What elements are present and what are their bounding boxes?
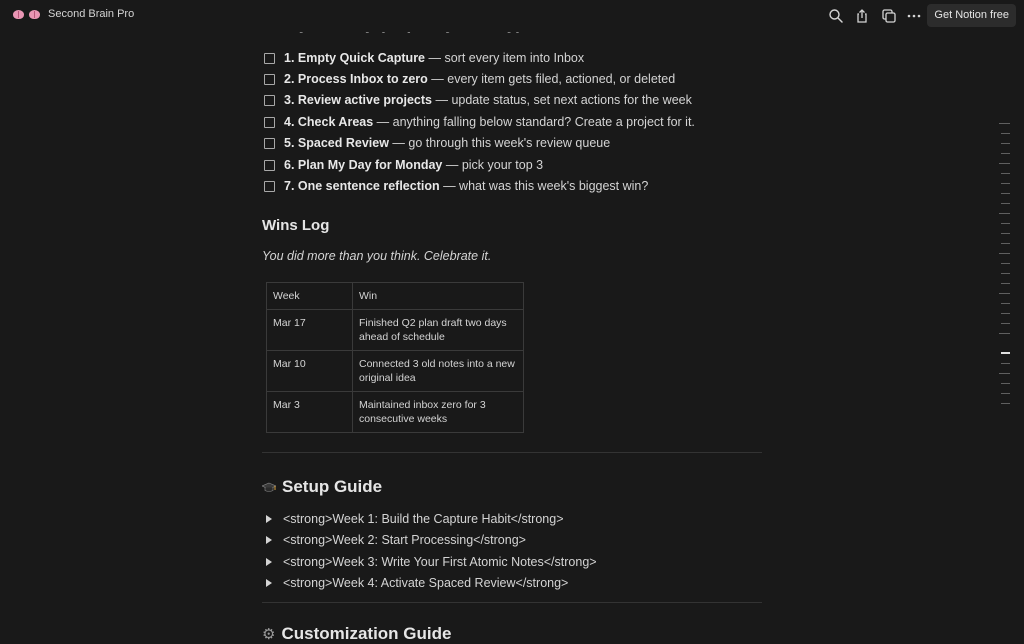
toc-line[interactable] — [999, 123, 1010, 124]
wins-log-subtitle: You did more than you think. Celebrate it. — [262, 249, 492, 263]
checkbox[interactable] — [264, 138, 275, 149]
toc-line[interactable] — [1001, 403, 1010, 404]
brain-icon — [13, 10, 24, 19]
toc-line[interactable] — [1001, 203, 1010, 204]
brain-icon — [29, 10, 40, 19]
toc-line[interactable] — [1001, 143, 1010, 144]
table-row — [267, 351, 524, 392]
toc-line[interactable] — [1001, 283, 1010, 284]
gear-icon: ⚙ — [262, 626, 276, 643]
toggle-item[interactable]: <strong>Week 2: Start Processing</strong> — [266, 530, 526, 550]
checkbox[interactable] — [264, 181, 275, 192]
divider — [262, 602, 762, 603]
table-cell-week[interactable]: Mar 3 — [267, 392, 353, 433]
share-icon[interactable] — [854, 8, 870, 24]
toc-line-active[interactable] — [1001, 352, 1010, 354]
toc-line[interactable] — [1001, 183, 1010, 184]
toc-line[interactable] — [1001, 193, 1010, 194]
checklist-item[interactable]: 4. Check Areas — anything falling below standard? Create a project for it. — [264, 112, 695, 132]
divider — [262, 452, 762, 453]
column-header-win[interactable]: Win — [353, 283, 524, 310]
table-header-row — [267, 283, 524, 310]
wins-log-heading: Wins Log — [262, 217, 330, 234]
search-icon[interactable] — [828, 8, 844, 24]
top-bar — [0, 0, 1024, 32]
graduation-cap-icon — [262, 480, 276, 494]
toggle-arrow-icon[interactable] — [266, 558, 272, 566]
table-row — [267, 310, 524, 351]
toc-line[interactable] — [1001, 323, 1010, 324]
table-cell-week[interactable]: Mar 17 — [267, 310, 353, 351]
toc-line[interactable] — [999, 373, 1010, 374]
toc-line[interactable] — [1001, 363, 1010, 364]
toggle-item[interactable]: <strong>Week 4: Activate Spaced Review</strong> — [266, 573, 568, 593]
checklist-item[interactable]: 2. Process Inbox to zero — every item gets filed, actioned, or deleted — [264, 69, 675, 89]
toc-line[interactable] — [1001, 263, 1010, 264]
checklist-item[interactable]: 6. Plan My Day for Monday — pick your top 3 — [264, 155, 543, 175]
checkbox[interactable] — [264, 160, 275, 171]
toggle-arrow-icon[interactable] — [266, 515, 272, 523]
checklist-item[interactable]: 1. Empty Quick Capture — sort every item into Inbox — [264, 48, 584, 68]
toc-line[interactable] — [1001, 243, 1010, 244]
more-icon[interactable] — [906, 8, 922, 24]
checklist-item[interactable]: 3. Review active projects — update status, set next actions for the week — [264, 90, 692, 110]
toc-line[interactable] — [999, 213, 1010, 214]
toc-line[interactable] — [999, 163, 1010, 164]
toc-line[interactable] — [1001, 233, 1010, 234]
toc-line[interactable] — [1001, 383, 1010, 384]
get-notion-free-button[interactable]: Get Notion free — [927, 4, 1016, 27]
setup-guide-heading: Setup Guide — [262, 477, 382, 497]
toggle-item[interactable]: <strong>Week 3: Write Your First Atomic Notes</strong> — [266, 552, 597, 572]
toc-line[interactable] — [999, 333, 1010, 334]
checkbox[interactable] — [264, 74, 275, 85]
toc-line[interactable] — [1001, 153, 1010, 154]
page-title: Second Brain Pro — [48, 8, 135, 20]
checkbox[interactable] — [264, 53, 275, 64]
customization-guide-heading: ⚙ Customization Guide — [262, 624, 452, 643]
table-cell-win[interactable]: Finished Q2 plan draft two days ahead of schedule — [353, 310, 524, 351]
toggle-arrow-icon[interactable] — [266, 536, 272, 544]
duplicate-icon[interactable] — [881, 8, 897, 24]
table-cell-week[interactable]: Mar 10 — [267, 351, 353, 392]
wins-table — [266, 282, 524, 433]
toc-line[interactable] — [1001, 393, 1010, 394]
toggle-item[interactable]: <strong>Week 1: Build the Capture Habit</strong> — [266, 509, 564, 529]
toc-line[interactable] — [999, 293, 1010, 294]
toc-line[interactable] — [999, 253, 1010, 254]
toggle-arrow-icon[interactable] — [266, 579, 272, 587]
checklist-item[interactable]: 5. Spaced Review — go through this week's review queue — [264, 133, 610, 153]
table-cell-win[interactable]: Connected 3 old notes into a new original idea — [353, 351, 524, 392]
toc-line[interactable] — [1001, 273, 1010, 274]
toc-line[interactable] — [1001, 223, 1010, 224]
table-cell-win[interactable]: Maintained inbox zero for 3 consecutive weeks — [353, 392, 524, 433]
column-header-week[interactable]: Week — [267, 283, 353, 310]
toc-line[interactable] — [1001, 133, 1010, 134]
toc-line[interactable] — [1001, 313, 1010, 314]
checkbox[interactable] — [264, 95, 275, 106]
checkbox[interactable] — [264, 117, 275, 128]
table-row — [267, 392, 524, 433]
toc-line[interactable] — [1001, 303, 1010, 304]
breadcrumb[interactable] — [13, 8, 134, 20]
checklist-item[interactable]: 7. One sentence reflection — what was this week's biggest win? — [264, 176, 648, 196]
toc-line[interactable] — [1001, 173, 1010, 174]
